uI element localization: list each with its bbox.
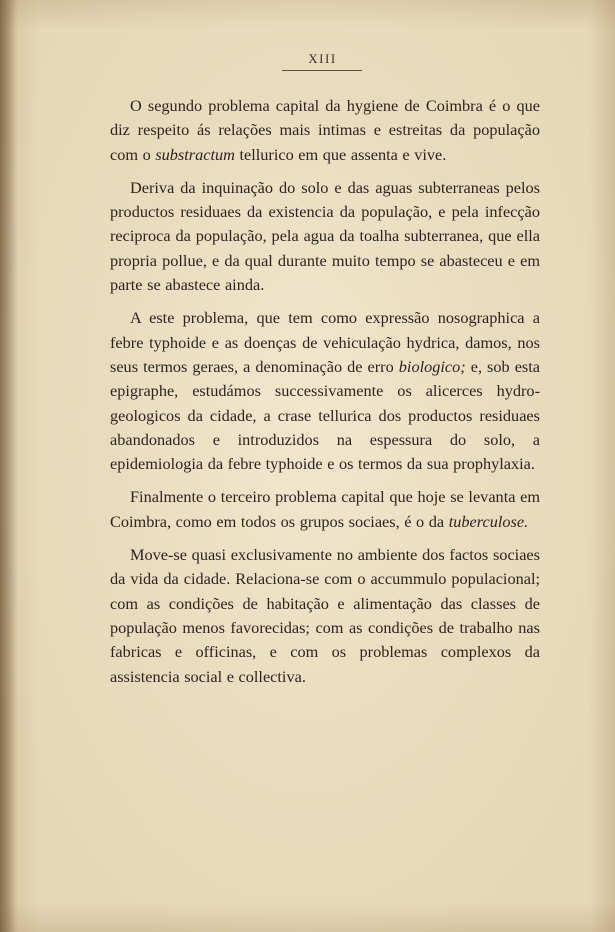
- page-header: [0, 50, 615, 68]
- paragraph-5: [110, 543, 540, 689]
- paragraph-1: [110, 94, 540, 167]
- paragraph-text: Finalmente o terceiro problema capital que hoje se levanta em Coimbra, como em todos os grupos sociaes, é o da: [110, 487, 540, 531]
- paragraph-text: e, sob esta epigraphe, estudámos successivamente os alicerces hydro-geologicos da cidade, a crase tellurica dos productos residuaes abandonados e introduzidos na espessura do solo, a epidemiologia da febre typhoide e os termos da sua prophylaxia.: [110, 356, 541, 474]
- body-text: [110, 94, 540, 698]
- header-rule: [282, 70, 362, 71]
- spine-shadow: [0, 0, 18, 932]
- paragraph-text: Deriva da inquinação do solo e das aguas subterraneas pelos productos residuaes da existencia da população, e pela infecção reciproca da população, pela agua da toalha subterranea, que ella propria pollue, e da qual durante muito tempo se abasteceu e em parte se abastece ainda.: [110, 177, 540, 295]
- paragraph-4: [110, 485, 540, 534]
- paragraph-2: [110, 176, 540, 297]
- paragraph-text: A este problema, que tem como expressão nosographica a febre typhoide e as doenças de vehiculação hydrica, damos, nos seus termos geraes, a denominação de erro: [110, 308, 540, 376]
- italic-term: substractum: [155, 144, 235, 164]
- paragraph-text: O segundo problema capital da hygiene de Coimbra é o que diz respeito ás relações mais intimas e estreitas da população com o: [110, 96, 540, 164]
- page-number: XIII: [308, 51, 337, 66]
- paragraph-3: [110, 306, 540, 476]
- paragraph-text: Move-se quasi exclusivamente no ambiente dos factos sociaes da vida da cidade. Relaciona-se com o accummulo populacional; com as condições de habitação e alimentação das classes de população menos favorecidas; com as condições de trabalho nas fabricas e officinas, e com os problemas complexos da assistencia social e collectiva.: [110, 545, 540, 686]
- italic-term: tuberculose.: [448, 511, 529, 531]
- paragraph-text: tellurico em que assenta e vive.: [234, 144, 447, 164]
- italic-term: biologico;: [398, 356, 466, 376]
